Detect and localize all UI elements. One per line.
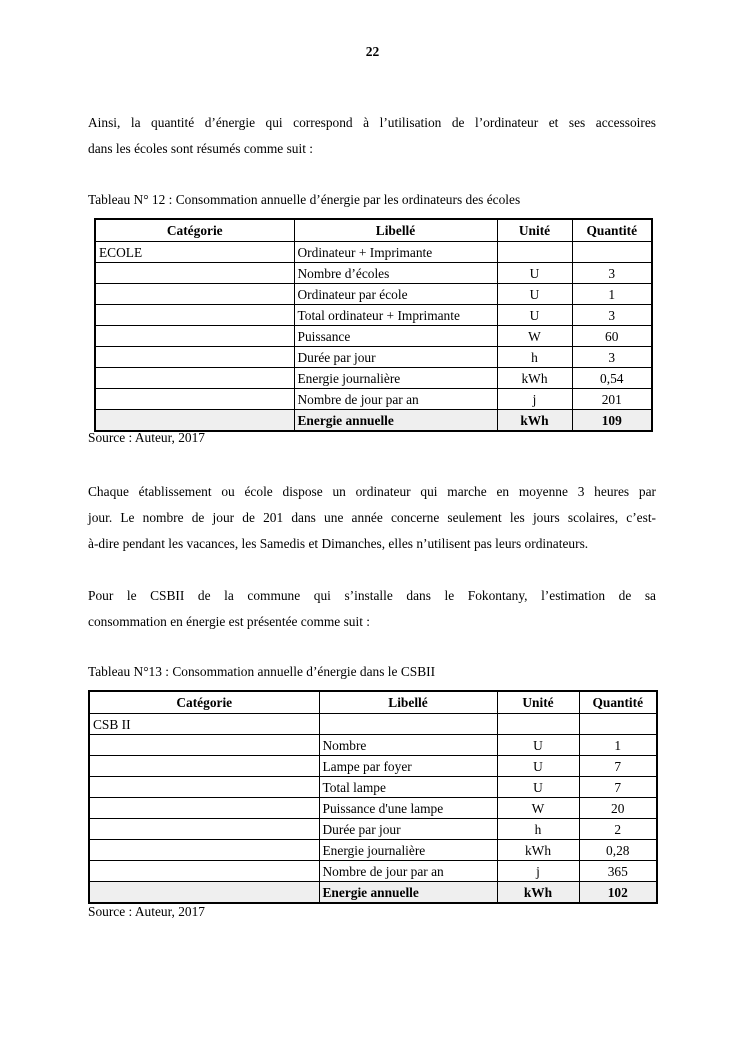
column-header: Catégorie — [95, 219, 294, 242]
table-cell: U — [497, 735, 579, 756]
table-cell: U — [497, 284, 572, 305]
table-cell: 1 — [579, 735, 657, 756]
table-cell — [572, 242, 652, 263]
table-row — [95, 305, 652, 326]
table-cell: ECOLE — [95, 242, 294, 263]
paragraph3-line-1: Pour le CSBII de la commune qui s’installe dans le Fokontany, l’estimation de sa — [88, 588, 656, 603]
table-cell: h — [497, 347, 572, 368]
table-cell — [319, 714, 497, 735]
table-cell: j — [497, 389, 572, 410]
paragraph3-line-2: consommation en énergie est présentée comme suit : — [88, 614, 370, 629]
table-cell — [89, 819, 319, 840]
table-cell: Puissance d'une lampe — [319, 798, 497, 819]
table-cell: 0,28 — [579, 840, 657, 861]
table-cell: 0,54 — [572, 368, 652, 389]
paragraph2-line-1: Chaque établissement ou école dispose un ordinateur qui marche en moyenne 3 heures par — [88, 484, 656, 499]
column-header: Quantité — [579, 691, 657, 714]
table-cell — [89, 882, 319, 904]
intro-line-1: Ainsi, la quantité d’énergie qui correspond à l’utilisation de l’ordinateur et ses accessoires — [88, 115, 656, 130]
table-cell — [95, 326, 294, 347]
column-header: Catégorie — [89, 691, 319, 714]
table-cell: j — [497, 861, 579, 882]
table-cell: Energie journalière — [294, 368, 497, 389]
table-cell: Nombre de jour par an — [294, 389, 497, 410]
table-cell: kWh — [497, 840, 579, 861]
paragraph2-line-3: à-dire pendant les vacances, les Samedis et Dimanches, elles n’utilisent pas leurs ordinateurs. — [88, 536, 589, 551]
csb-energy-table — [88, 690, 658, 904]
table-cell: 7 — [579, 777, 657, 798]
table-cell — [89, 756, 319, 777]
table-row — [89, 777, 657, 798]
page-number: 22 — [365, 44, 380, 59]
paragraph2-line-2: jour. Le nombre de jour de 201 dans une année concerne seulement les jours scolaires, c’est- — [88, 510, 656, 525]
table-cell: Nombre — [319, 735, 497, 756]
table-cell — [89, 861, 319, 882]
table-cell — [95, 410, 294, 432]
table-cell: U — [497, 777, 579, 798]
table-cell: Durée par jour — [294, 347, 497, 368]
intro-line-2: dans les écoles sont résumés comme suit : — [88, 141, 313, 156]
paragraph-csb — [88, 583, 656, 635]
table1-caption: Tableau N° 12 : Consommation annuelle d’énergie par les ordinateurs des écoles — [88, 192, 521, 207]
table-cell: 365 — [579, 861, 657, 882]
table-cell — [497, 714, 579, 735]
column-header: Libellé — [294, 219, 497, 242]
table-cell: Ordinateur + Imprimante — [294, 242, 497, 263]
table-cell: W — [497, 326, 572, 347]
table-cell: Total lampe — [319, 777, 497, 798]
table-row — [89, 735, 657, 756]
table-cell: 3 — [572, 347, 652, 368]
table-cell: Total ordinateur + Imprimante — [294, 305, 497, 326]
column-header: Unité — [497, 219, 572, 242]
table-row — [89, 840, 657, 861]
header-row — [95, 219, 652, 242]
table-row — [95, 347, 652, 368]
table-cell: Energie annuelle — [294, 410, 497, 432]
table-cell: kWh — [497, 882, 579, 904]
table-row — [95, 389, 652, 410]
intro-paragraph — [88, 110, 656, 162]
table-cell — [95, 347, 294, 368]
table-cell: 60 — [572, 326, 652, 347]
table-cell — [95, 263, 294, 284]
table-cell: 7 — [579, 756, 657, 777]
table-cell: Lampe par foyer — [319, 756, 497, 777]
table-cell — [95, 368, 294, 389]
table-cell: Ordinateur par école — [294, 284, 497, 305]
table-cell: Energie journalière — [319, 840, 497, 861]
table-cell: 3 — [572, 263, 652, 284]
table-cell: CSB II — [89, 714, 319, 735]
table-row — [89, 882, 657, 904]
table-cell: h — [497, 819, 579, 840]
table-row — [89, 798, 657, 819]
table-row — [95, 410, 652, 432]
table-row — [89, 861, 657, 882]
table-row — [95, 242, 652, 263]
header-row — [89, 691, 657, 714]
table-cell: 109 — [572, 410, 652, 432]
table-cell: 3 — [572, 305, 652, 326]
table-cell: 20 — [579, 798, 657, 819]
table-row — [89, 714, 657, 735]
table-row — [89, 756, 657, 777]
table-cell — [89, 840, 319, 861]
table-cell — [89, 798, 319, 819]
table-cell — [95, 389, 294, 410]
table-cell — [95, 284, 294, 305]
table2-caption: Tableau N°13 : Consommation annuelle d’énergie dans le CSBII — [88, 664, 436, 679]
table-cell — [579, 714, 657, 735]
table1-source: Source : Auteur, 2017 — [88, 430, 205, 445]
table-cell: 1 — [572, 284, 652, 305]
table-cell: kWh — [497, 368, 572, 389]
table-cell: Nombre d’écoles — [294, 263, 497, 284]
table-cell — [95, 305, 294, 326]
table-cell: 2 — [579, 819, 657, 840]
table-row — [89, 819, 657, 840]
table-cell: kWh — [497, 410, 572, 432]
table-cell: 201 — [572, 389, 652, 410]
column-header: Quantité — [572, 219, 652, 242]
table-row — [95, 368, 652, 389]
table-row — [95, 284, 652, 305]
table-cell — [497, 242, 572, 263]
table-cell: 102 — [579, 882, 657, 904]
column-header: Libellé — [319, 691, 497, 714]
table-cell — [89, 777, 319, 798]
table-cell: Energie annuelle — [319, 882, 497, 904]
table-cell: Nombre de jour par an — [319, 861, 497, 882]
table-row — [95, 263, 652, 284]
table-cell: W — [497, 798, 579, 819]
table-cell: U — [497, 263, 572, 284]
table-cell: U — [497, 305, 572, 326]
paragraph-schools — [88, 479, 656, 557]
table2-source: Source : Auteur, 2017 — [88, 904, 205, 919]
table-cell: Puissance — [294, 326, 497, 347]
table-cell — [89, 735, 319, 756]
table-row — [95, 326, 652, 347]
column-header: Unité — [497, 691, 579, 714]
table-cell: U — [497, 756, 579, 777]
school-energy-table — [94, 218, 653, 432]
table-cell: Durée par jour — [319, 819, 497, 840]
